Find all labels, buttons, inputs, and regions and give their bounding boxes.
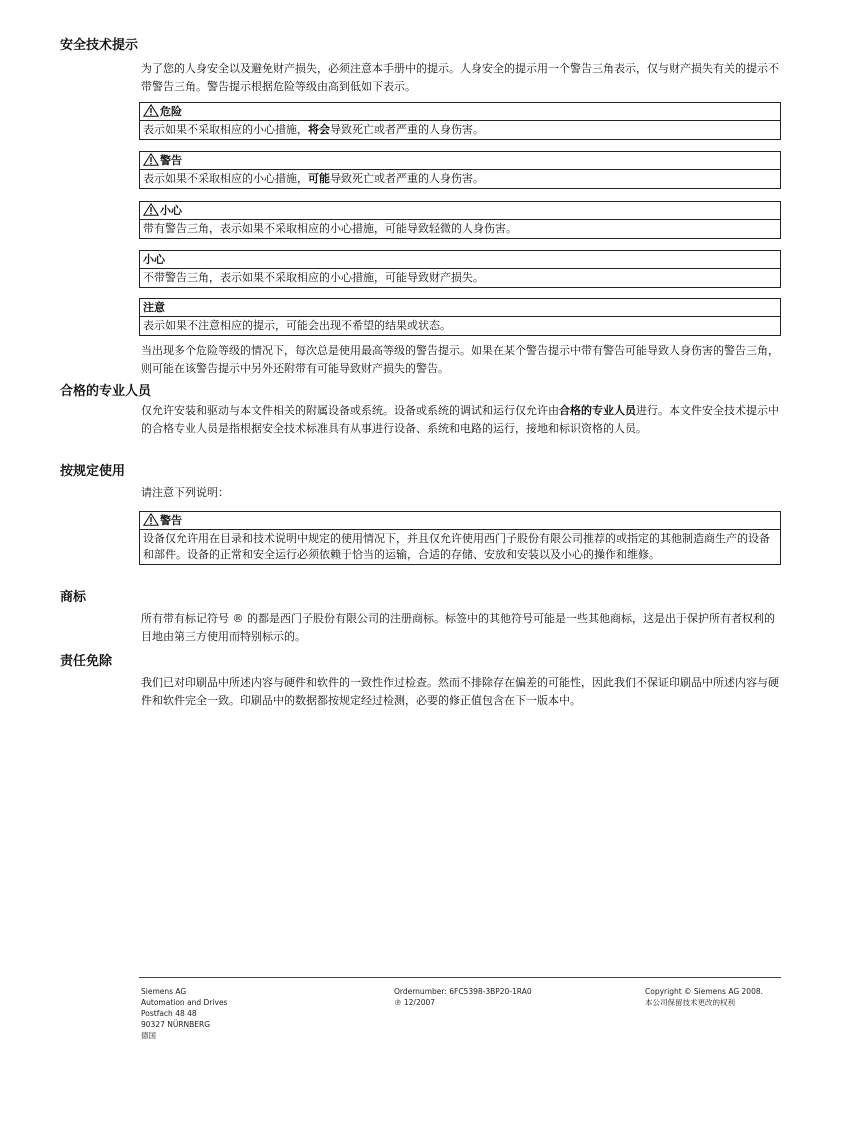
warning-triangle-icon [143, 104, 159, 117]
usage-intro: 请注意下列说明： [141, 486, 229, 499]
trademark-text: 所有带有标记符号 ® 的都是西门子股份有限公司的注册商标。标签中的其他符号可能是一些其他商标，这是出于保护所有者权利的 目地由第三方使用而特别标示的。 [141, 612, 775, 643]
notice-title: 注意 [140, 299, 780, 317]
notice-box-warning [139, 151, 781, 189]
safety-outro: 当出现多个危险等级的情况下，每次总是使用最高等级的警告提示。如果在某个警告提示中带有警告可能导致人身伤害的警告三角，则可能在该警告提示中另外还附带有可能导致财产损失的警告。 [141, 344, 779, 375]
notice-text: 不带警告三角，表示如果不采取相应的小心措施，可能导致财产损失。 [143, 271, 484, 284]
section-heading-disclaimer: 责任免除 [60, 654, 113, 669]
notice-text: 表示如果不采取相应的小心措施，可能导致死亡或者严重的人身伤害。 [143, 172, 484, 185]
notice-text: 设备仅允许用在目录和技术说明中规定的使用情况下，并且仅允许使用西门子股份有限公司推荐的或指定的其他制造商生产的设备和部件。设备的正常和安全运行必须依赖于恰当的运输，合适的存储、安放和安装以及小心的操作和维修。 [143, 532, 770, 561]
warning-triangle-icon [143, 153, 159, 166]
notice-box-notice [139, 298, 781, 336]
notice-box-danger [139, 102, 781, 140]
section-heading-trademark: 商标 [60, 590, 87, 605]
safety-intro: 为了您的人身安全以及避免财产损失，必须注意本手册中的提示。人身安全的提示用一个警告三角表示，仅与财产损失有关的提示不带警告三角。警告提示根据危险等级由高到低如下表示。 [141, 62, 779, 93]
footer-divider [139, 977, 781, 978]
section-heading-qualified: 合格的专业人员 [60, 384, 152, 399]
notice-title: 小心 [140, 202, 780, 220]
warning-triangle-icon [143, 203, 159, 216]
warning-triangle-icon [143, 513, 159, 526]
footer-order-number: Ordernumber: 6FC5398-3BP20-1RA0 ℗ 12/2007 [394, 987, 532, 1007]
section-heading-safety: 安全技术提示 [60, 38, 139, 53]
footer-copyright: Copyright © Siemens AG 2008. 本公司保留技术更改的权利 [645, 987, 764, 1007]
notice-title: 危险 [140, 103, 780, 121]
notice-text: 带有警告三角，表示如果不采取相应的小心措施，可能导致轻微的人身伤害。 [143, 222, 517, 235]
notice-box-usage-warning [139, 511, 781, 565]
notice-text: 表示如果不注意相应的提示，可能会出现不希望的结果或状态。 [143, 319, 451, 332]
disclaimer-text: 我们已对印刷品中所述内容与硬件和软件的一致性作过检查。然而不排除存在偏差的可能性，因此我们不保证印刷品中所述内容与硬件和软件完全一致。印刷品中的数据都按规定经过检测，必要的修正值包含在下一版本中。 [141, 676, 779, 707]
notice-title: 警告 [140, 512, 780, 530]
notice-box-caution-triangle [139, 201, 781, 239]
notice-title: 小心 [140, 251, 780, 269]
qualified-text: 仅允许安装和驱动与本文件相关的附属设备或系统。设备或系统的调试和运行仅允许由合格的专业人员进行。本文件安全技术提示中的合格专业人员是指根据安全技术标准具有从事进行设备、系统和电路的运行，接地和标识资格的人员。 [141, 404, 779, 435]
section-heading-usage: 按规定使用 [60, 464, 126, 479]
notice-text: 表示如果不采取相应的小心措施，将会导致死亡或者严重的人身伤害。 [143, 123, 484, 136]
footer-address: Siemens AG Automation and Drives Postfach 48 48 90327 NÜRNBERG 德国 [141, 987, 228, 1040]
notice-title: 警告 [140, 152, 780, 170]
notice-box-caution [139, 250, 781, 288]
